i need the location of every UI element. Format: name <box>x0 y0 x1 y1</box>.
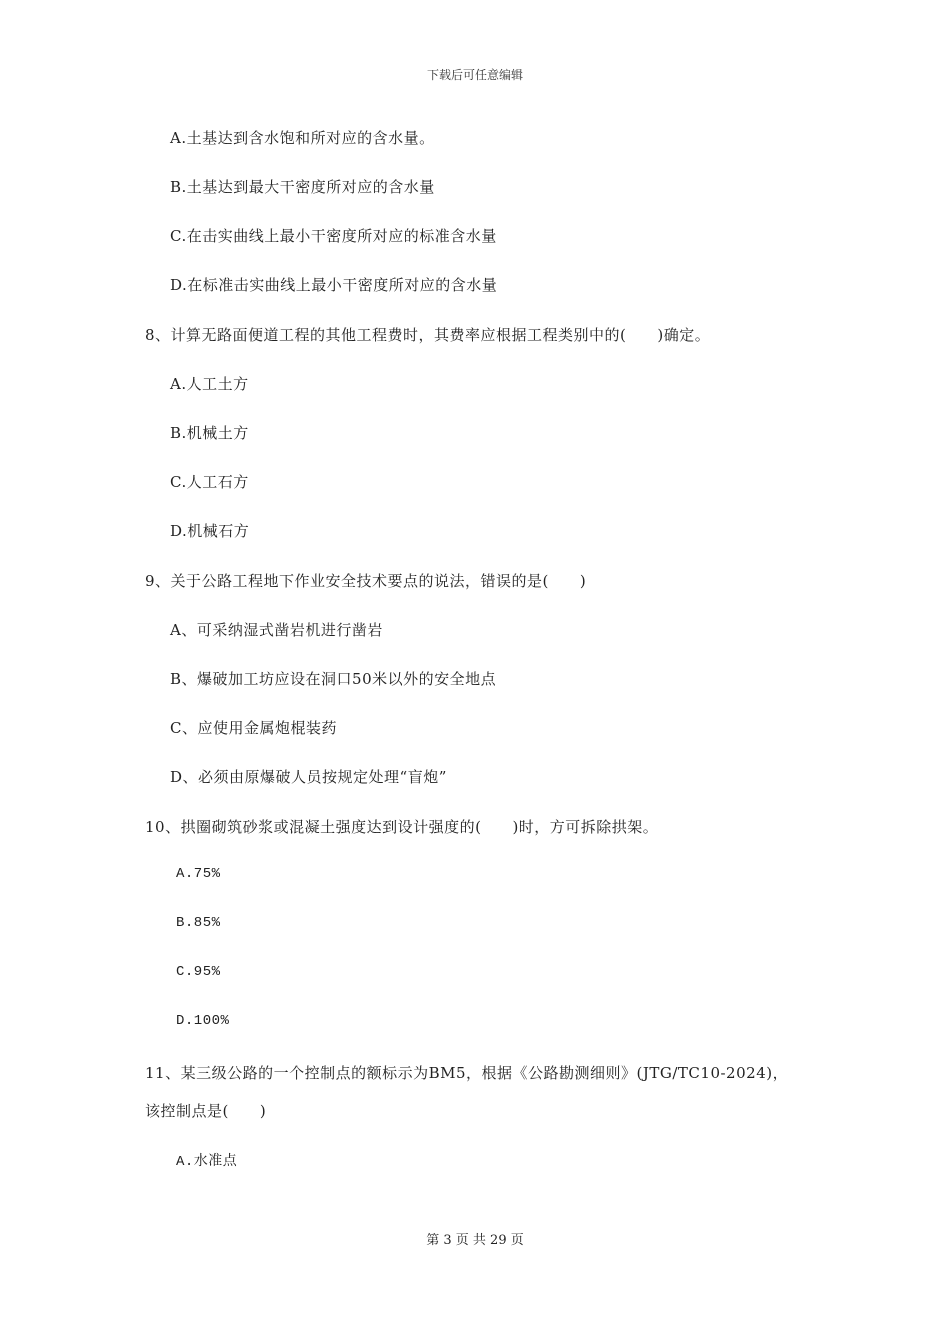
q8-question: 8、计算无路面便道工程的其他工程费时，其费率应根据工程类别中的( )确定。 <box>145 326 711 344</box>
q10-option-b: B.85% <box>176 915 221 931</box>
q10-option-d: D.100% <box>176 1013 230 1029</box>
q8-option-b: B.机械土方 <box>170 424 249 442</box>
q9-option-a: A、可采纳湿式凿岩机进行凿岩 <box>170 621 383 639</box>
q10-option-c: C.95% <box>176 964 221 980</box>
q8-option-d: D.机械石方 <box>170 522 250 540</box>
q9-option-d: D、必须由原爆破人员按规定处理“盲炮” <box>170 768 447 786</box>
page-footer: 第 3 页 共 29 页 <box>426 1233 524 1248</box>
q8-option-c: C.人工石方 <box>170 473 249 491</box>
q10-option-a: A.75% <box>176 866 221 882</box>
q7-option-c: C.在击实曲线上最小干密度所对应的标准含水量 <box>170 227 497 245</box>
q7-option-a: A.土基达到含水饱和所对应的含水量。 <box>170 129 435 147</box>
q9-option-b: B、爆破加工坊应设在洞口50米以外的安全地点 <box>170 670 497 688</box>
q11-option-a: A.水准点 <box>176 1154 238 1170</box>
q7-option-d: D.在标准击实曲线上最小干密度所对应的含水量 <box>170 276 498 294</box>
q9-question: 9、关于公路工程地下作业安全技术要点的说法，错误的是( ) <box>145 572 587 590</box>
q11-question-line2: 该控制点是( ) <box>145 1102 267 1120</box>
q9-option-c: C、应使用金属炮棍装药 <box>170 719 337 737</box>
q7-option-b: B.土基达到最大干密度所对应的含水量 <box>170 178 435 196</box>
q8-option-a: A.人工土方 <box>170 375 249 393</box>
q11-question-line1: 11、某三级公路的一个控制点的额标示为BM5，根据《公路勘测细则》(JTG/TC10-2024)， <box>145 1064 789 1082</box>
q10-question: 10、拱圈砌筑砂浆或混凝土强度达到设计强度的( )时，方可拆除拱架。 <box>145 818 659 836</box>
page-header: 下载后可任意编辑 <box>426 68 523 82</box>
